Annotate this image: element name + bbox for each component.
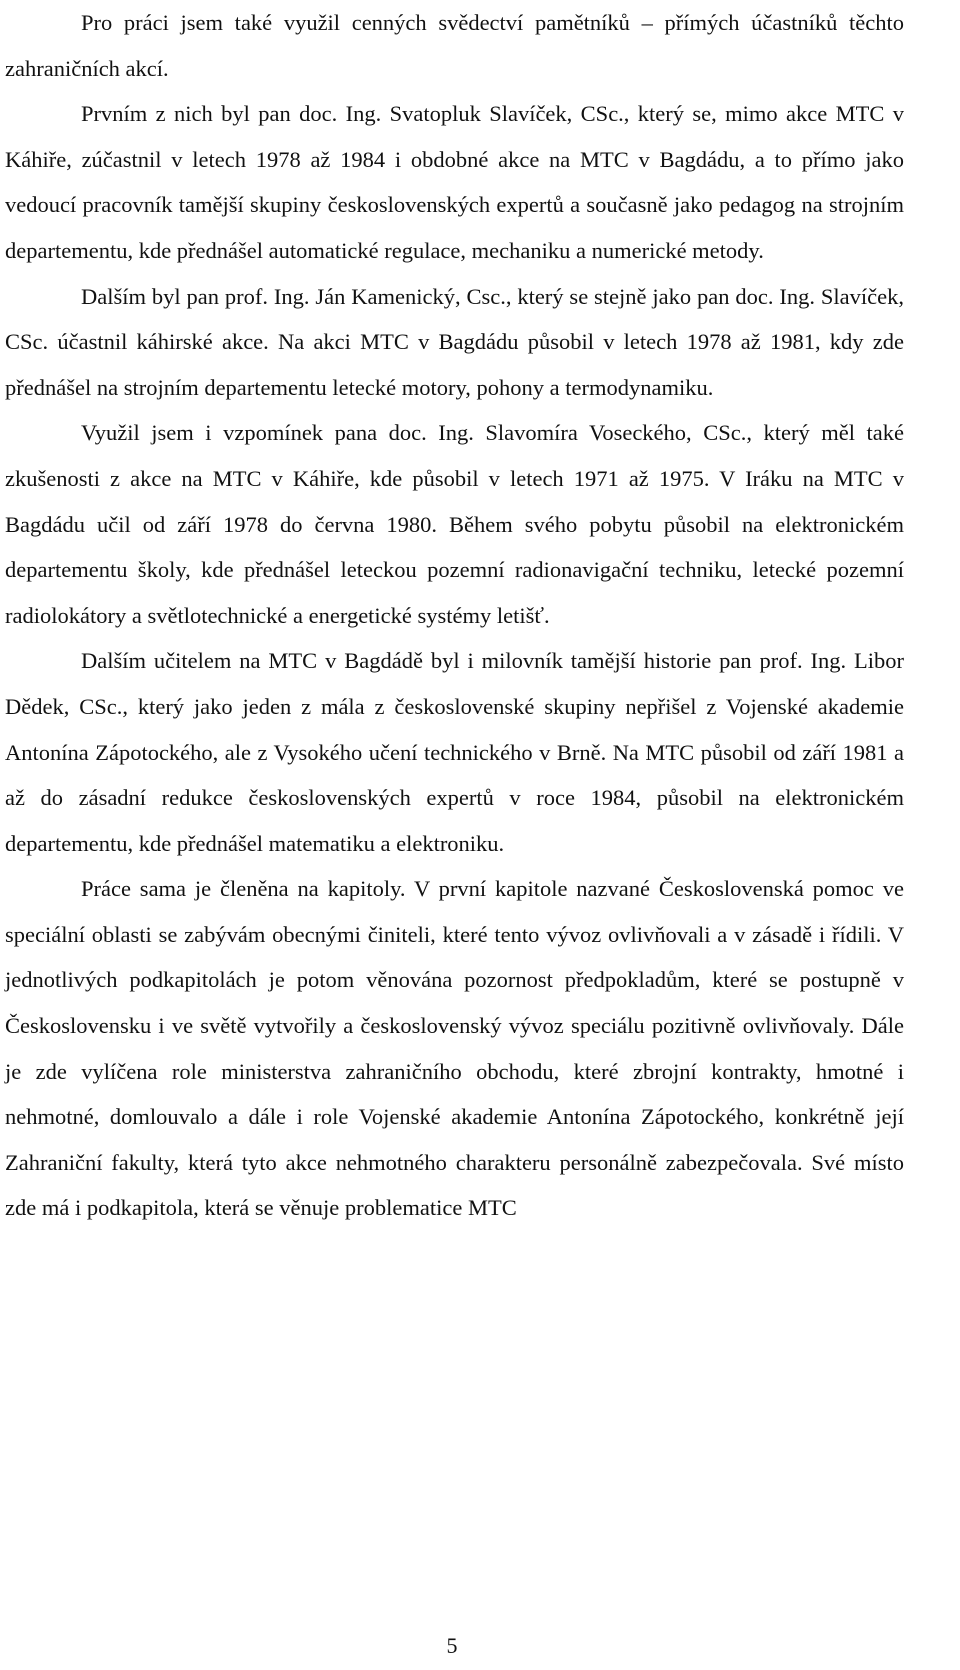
paragraph-vosecky: Využil jsem i vzpomínek pana doc. Ing. Slavomíra Voseckého, CSc., který měl také zkušenosti z akce na MTC v Káhiře, kde působil v letech 1971 až 1975. V Iráku na MTC v Bagdádu učil od září 1978 do června 1980. Během svého pobytu působil na elektronickém departementu školy, kde přednášel leteckou pozemní radionavigační techniku, letecké pozemní radiolokátory a světlotechnické a energetické systémy letišť. [5, 420, 904, 628]
paragraph-kamenicky: Dalším byl pan prof. Ing. Ján Kamenický, Csc., který se stejně jako pan doc. Ing. Slavíček, CSc. účastnil káhirské akce. Na akci MTC v Bagdádu působil v letech 1978 až 1981, kdy zde přednášel na strojním departementu letecké motory, pohony a termodynamiku. [5, 283, 904, 400]
paragraph-dedek: Dalším učitelem na MTC v Bagdádě byl i milovník tamější historie pan prof. Ing. Libor Dědek, CSc., který jako jeden z mála z československé skupiny nepřišel z Vojenské akademie Antonína Zápotockého, ale z Vysokého učení technického v Brně. Na MTC působil od září 1981 a až do zásadní redukce československých expertů v roce 1984, působil na elektronickém departementu, kde přednášel matematiku a elektroniku. [5, 648, 904, 856]
paragraph-witnesses: Pro práci jsem také využil cenných svědectví pamětníků – přímých účastníků těchto zahraničních akcí. [5, 10, 904, 81]
paragraph-slavicek: Prvním z nich byl pan doc. Ing. Svatopluk Slavíček, CSc., který se, mimo akce MTC v Káhiře, zúčastnil v letech 1978 až 1984 i obdobné akce na MTC v Bagdádu, a to přímo jako vedoucí pracovník tamější skupiny československých expertů a současně jako pedagog na strojním departementu, kde přednášel automatické regulace, mechaniku a numerické metody. [5, 101, 904, 263]
page-number: 5 [446, 1633, 458, 1658]
body-text [5, 0, 904, 1231]
paragraph-structure: Práce sama je členěna na kapitoly. V první kapitole nazvané Československá pomoc ve speciální oblasti se zabývám obecnými činiteli, které tento vývoz ovlivňovali a v zásadě i řídili. V jednotlivých podkapitolách je potom věnována pozornost předpokladům, které se postupně v Československu i ve světě vytvořily a československý vývoz speciálu pozitivně ovlivňovaly. Dále je zde vylíčena role ministerstva zahraničního obchodu, které zbrojní kontrakty, hmotné i nehmotné, domlouvalo a dále i role Vojenské akademie Antonína Zápotockého, konkrétně její Zahraniční fakulty, která tyto akce nehmotného charakteru personálně zabezpečovala. Své místo zde má i podkapitola, která se věnuje problematice MTC [5, 876, 904, 1221]
